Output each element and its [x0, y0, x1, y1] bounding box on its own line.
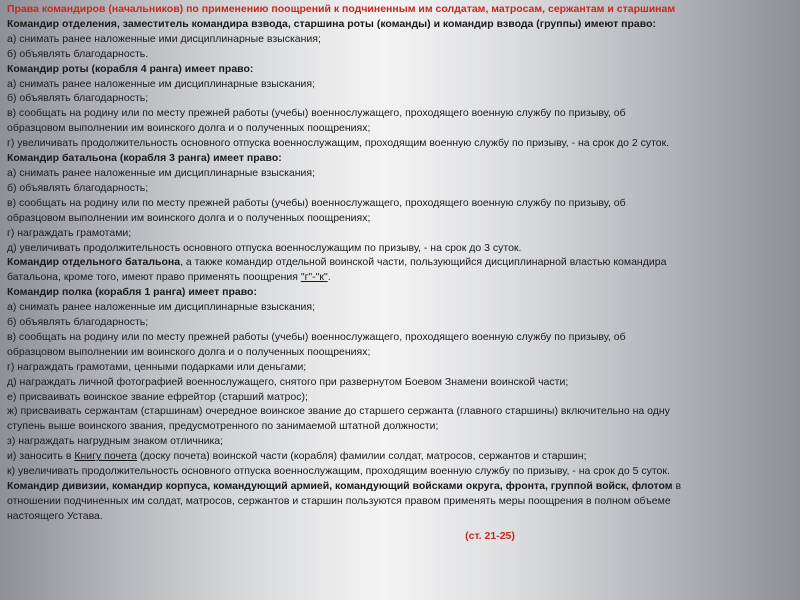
section-heading: Командир роты (корабля 4 ранга) имеет право: [7, 62, 254, 75]
text-line: д) увеличивать продолжительность основного отпуска военнослужащим по призыву, - на срок до 3 суток. [7, 241, 522, 254]
text-line: образцовом выполнении им воинского долга и о полученных поощрениях; [7, 211, 371, 224]
text-line: з) награждать нагрудным знаком отличника; [7, 435, 224, 448]
body-text [7, 17, 794, 524]
underlined-text: Книгу почета [74, 450, 137, 463]
text-line: а) снимать ранее наложенные им дисциплинарные взыскания; [7, 77, 316, 90]
text-fragment: батальона, кроме того, имеют право применять поощрения [7, 271, 301, 284]
text-line: г) награждать грамотами; [7, 226, 132, 239]
text-line: в) сообщать на родину или по месту прежней работы (учебы) военнослужащего, проходящего военную службу по призыву, об [7, 330, 626, 343]
text-line: а) снимать ранее наложенные им дисциплинарные взыскания; [7, 166, 316, 179]
underlined-text: "г"-"к" [300, 271, 328, 284]
text-line: б) объявлять благодарность; [7, 181, 149, 194]
bold-text: Командир дивизии, командир корпуса, командующий армией, командующий войсками округа, фронта, группой войск, флотом [7, 480, 673, 492]
text-line [7, 270, 794, 285]
text-line: ступень выше воинского звания, предусмотренного по занимаемой штатной должности; [7, 420, 439, 433]
text-fragment: (доску почета) воинской части (корабля) фамилии солдат, матросов, сержантов и старшин; [136, 450, 587, 463]
slide-text [7, 2, 794, 524]
text-line [7, 449, 794, 464]
text-line: в) сообщать на родину или по месту прежней работы (учебы) военнослужащего, проходящего военную службу по призыву, об [7, 196, 626, 209]
text-line: а) снимать ранее наложенные ими дисциплинарные взыскания; [7, 32, 321, 45]
text-line: образцовом выполнении им воинского долга и о полученных поощрениях; [7, 122, 371, 135]
text-fragment: . [327, 271, 331, 284]
text-line: г) награждать грамотами, ценными подарками или деньгами; [7, 360, 307, 373]
page-reference: (ст. 21-25) [465, 530, 515, 542]
text-line: д) награждать личной фотографией военнослужащего, снятого при развернутом Боевом Знамени воинской части; [7, 375, 569, 388]
bold-text: Командир отдельного батальона [7, 256, 181, 269]
text-line: к) увеличивать продолжительность основного отпуска военнослужащим, проходящим военную службу по призыву, - на срок до 5 суток. [7, 465, 670, 478]
text-line: в) сообщать на родину или по месту прежней работы (учебы) военнослужащего, проходящего военную службу по призыву, об [7, 107, 626, 120]
text-line: е) присваивать воинское звание ефрейтор (старший матрос); [7, 390, 308, 403]
section-heading: Командир батальона (корабля 3 ранга) имеет право: [7, 152, 282, 165]
text-line: образцовом выполнении им воинского долга и о полученных поощрениях; [7, 345, 371, 358]
text-line [7, 479, 794, 494]
text-line: настоящего Устава. [7, 509, 103, 522]
section-heading: Командир отделения, заместитель командира взвода, старшина роты (команды) и командир взвода (группы) имеют право: [7, 17, 656, 30]
text-fragment: в [672, 480, 682, 492]
text-line: ж) присваивать сержантам (старшинам) очередное воинское звание до старшего сержанта (главного старшины) включительно на одну [7, 405, 670, 418]
text-line: отношении подчиненных им солдат, матросов, сержантов и старшин пользуются правом применять меры поощрения в полном объеме [7, 494, 671, 507]
text-line: б) объявлять благодарность. [7, 47, 149, 60]
section-heading: Командир полка (корабля 1 ранга) имеет право: [7, 286, 257, 299]
slide-title: Права командиров (начальников) по применению поощрений к подчиненным им солдатам, матросам, сержантам и старшинам [7, 3, 676, 15]
text-line: б) объявлять благодарность; [7, 92, 149, 105]
text-line: г) увеличивать продолжительность основного отпуска военнослужащим, проходящим военную службу по призыву, - на срок до 2 суток. [7, 137, 670, 150]
text-line [7, 255, 794, 270]
text-line: б) объявлять благодарность; [7, 316, 149, 329]
text-fragment: и) заносить в [7, 450, 75, 463]
text-line: а) снимать ранее наложенные им дисциплинарные взыскания; [7, 301, 316, 314]
text-fragment: , а также командир отдельной воинской части, пользующийся дисциплинарной властью командира [180, 256, 667, 269]
